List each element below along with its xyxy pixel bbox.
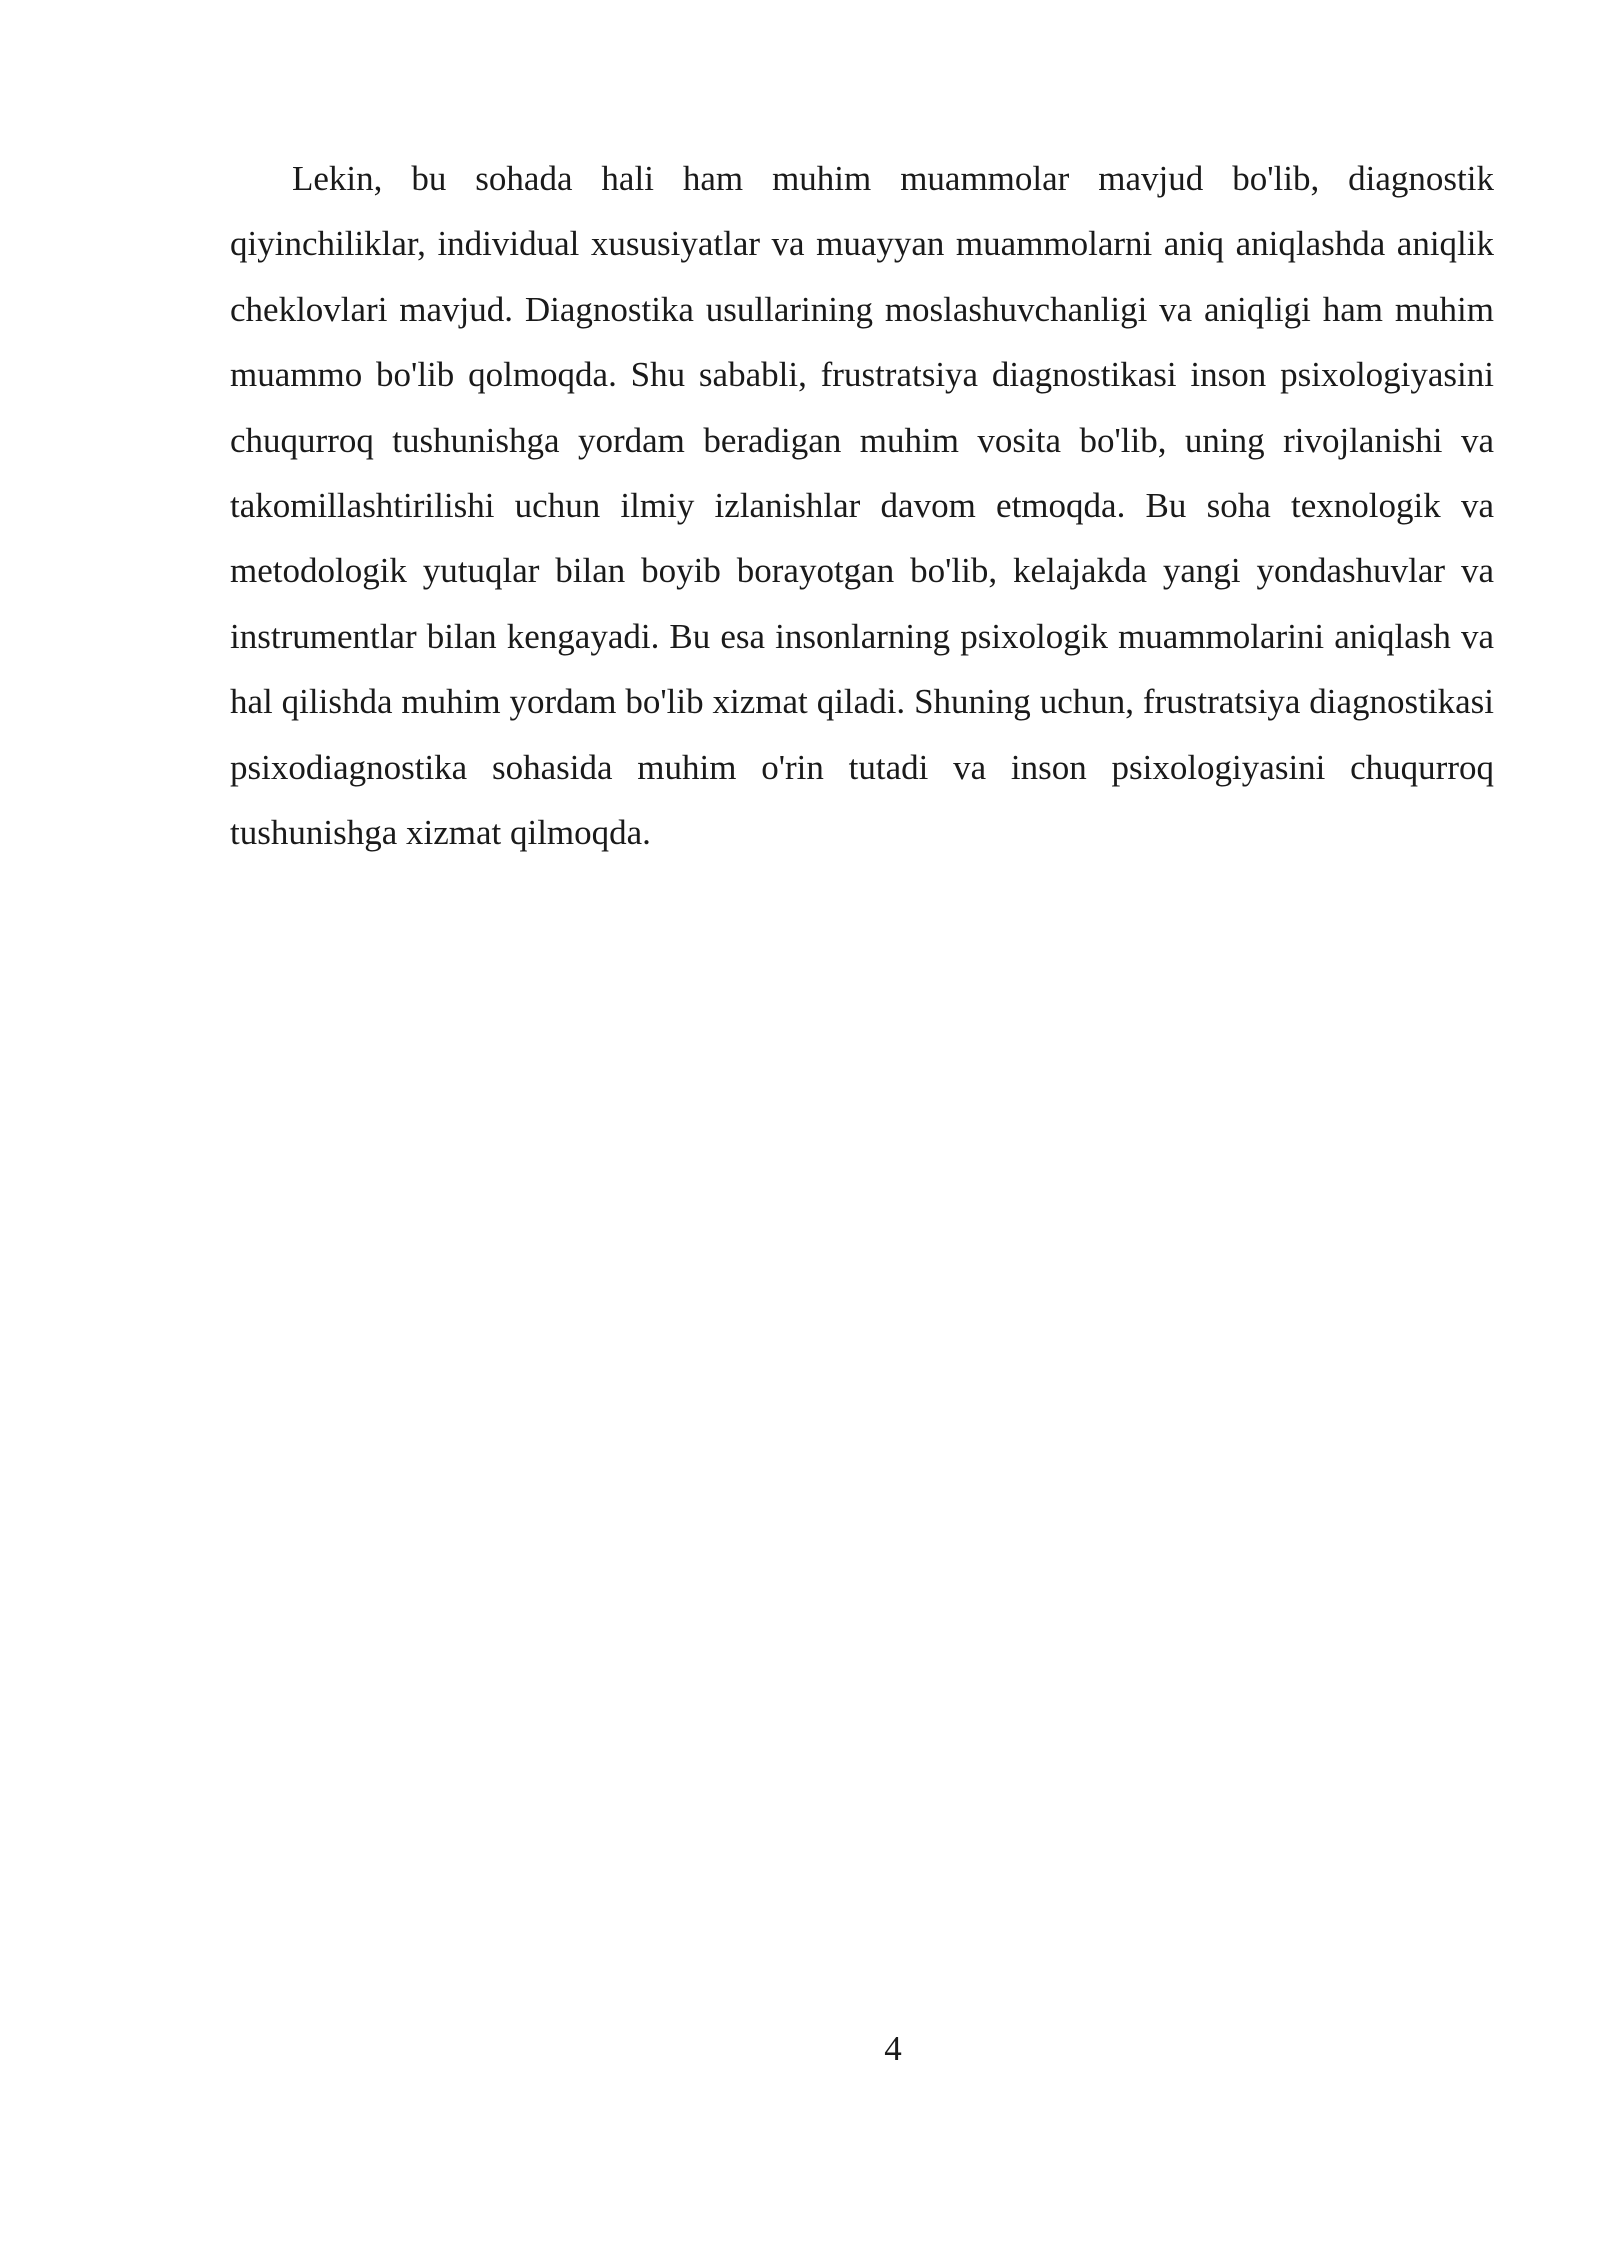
body-paragraph: Lekin, bu sohada hali ham muhim muammolar mavjud bo'lib, diagnostik qiyinchiliklar, individual xususiyatlar va muayyan muammolarni aniq aniqlashda aniqlik cheklovlari mavjud. Diagnostika usullarining moslashuvchanligi va aniqligi ham muhim muammo bo'lib qolmoqda. Shu sababli, frustratsiya diagnostikasi inson psixologiyasini chuqurroq tushunishga yordam beradigan muhim vosita bo'lib, uning rivojlanishi va takomillashtirilishi uchun ilmiy izlanishlar davom etmoqda. Bu soha texnologik va metodologik yutuqlar bilan boyib borayotgan bo'lib, kelajakda yangi yondashuvlar va instrumentlar bilan kengayadi. Bu esa insonlarning psixologik muammolarini aniqlash va hal qilishda muhim yordam bo'lib xizmat qiladi. Shuning uchun, frustratsiya diagnostikasi psixodiagnostika sohasida muhim o'rin tutadi va inson psixologiyasini chuqurroq tushunishga xizmat qilmoqda.: [230, 159, 1494, 853]
page-number: 4: [884, 2029, 902, 2068]
